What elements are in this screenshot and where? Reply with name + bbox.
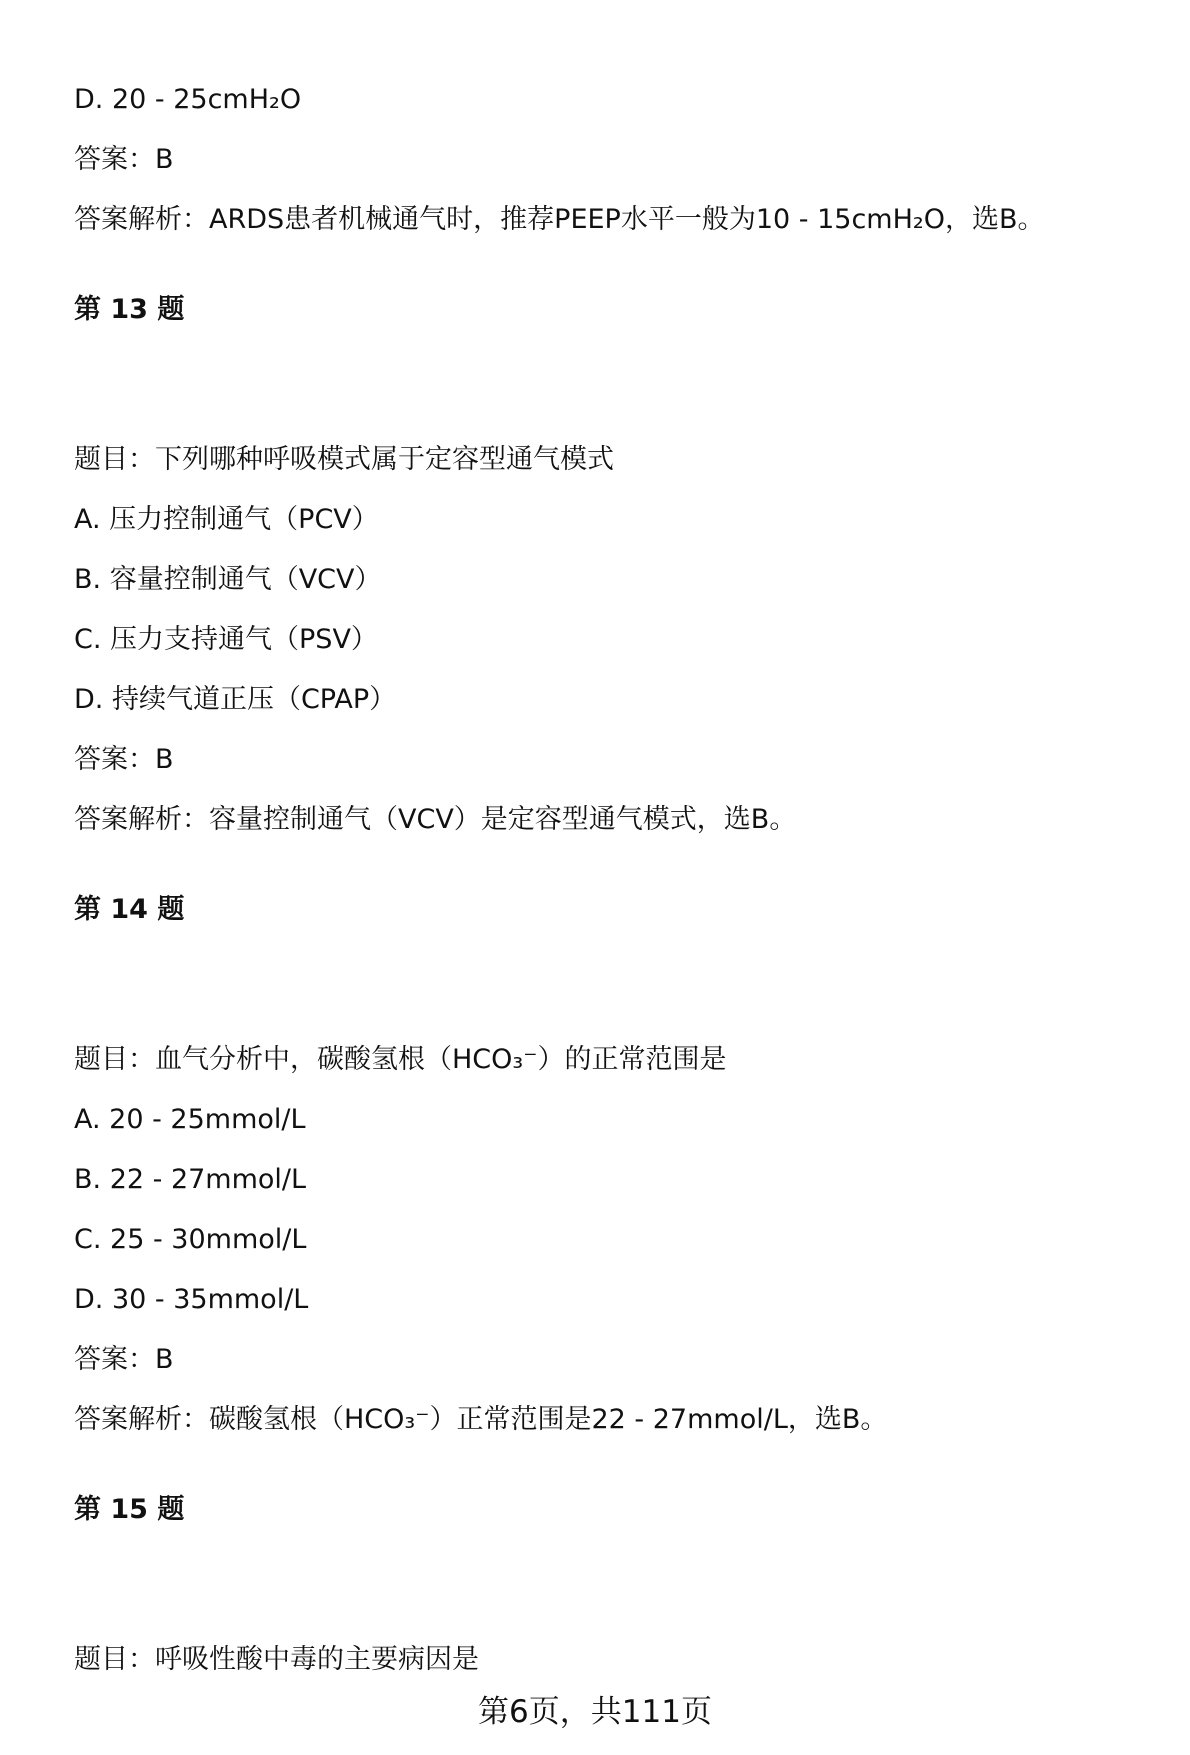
- q14-analysis: 答案解析：碳酸氢根（HCO₃⁻）正常范围是22 - 27mmol/L，选B。: [74, 1404, 888, 1435]
- q13-analysis: 答案解析：容量控制通气（VCV）是定容型通气模式，选B。: [74, 804, 797, 835]
- q15-stem: 题目：呼吸性酸中毒的主要病因是: [74, 1644, 479, 1675]
- q13-option-c: C. 压力支持通气（PSV）: [74, 624, 378, 655]
- q13-stem: 题目：下列哪种呼吸模式属于定容型通气模式: [74, 444, 614, 475]
- q13-heading: 第 13 题: [74, 294, 185, 325]
- q12-answer: 答案：B: [74, 144, 174, 175]
- q14-answer: 答案：B: [74, 1344, 174, 1375]
- page-indicator: 第6页，共111页: [478, 1694, 712, 1730]
- q14-option-a: A. 20 - 25mmol/L: [74, 1104, 306, 1135]
- q15-heading: 第 15 题: [74, 1494, 185, 1525]
- q14-stem: 题目：血气分析中，碳酸氢根（HCO₃⁻）的正常范围是: [74, 1044, 727, 1075]
- q14-option-b: B. 22 - 27mmol/L: [74, 1164, 307, 1195]
- q13-option-d: D. 持续气道正压（CPAP）: [74, 684, 397, 715]
- q13-option-a: A. 压力控制通气（PCV）: [74, 504, 379, 535]
- q14-option-c: C. 25 - 30mmol/L: [74, 1224, 307, 1255]
- q14-heading: 第 14 题: [74, 894, 185, 925]
- q12-analysis: 答案解析：ARDS患者机械通气时，推荐PEEP水平一般为10 - 15cmH₂O，选B。: [74, 204, 1045, 235]
- q14-option-d: D. 30 - 35mmol/L: [74, 1284, 309, 1315]
- q12-option-d: D. 20 - 25cmH₂O: [74, 84, 302, 115]
- q13-option-b: B. 容量控制通气（VCV）: [74, 564, 382, 595]
- q13-answer: 答案：B: [74, 744, 174, 775]
